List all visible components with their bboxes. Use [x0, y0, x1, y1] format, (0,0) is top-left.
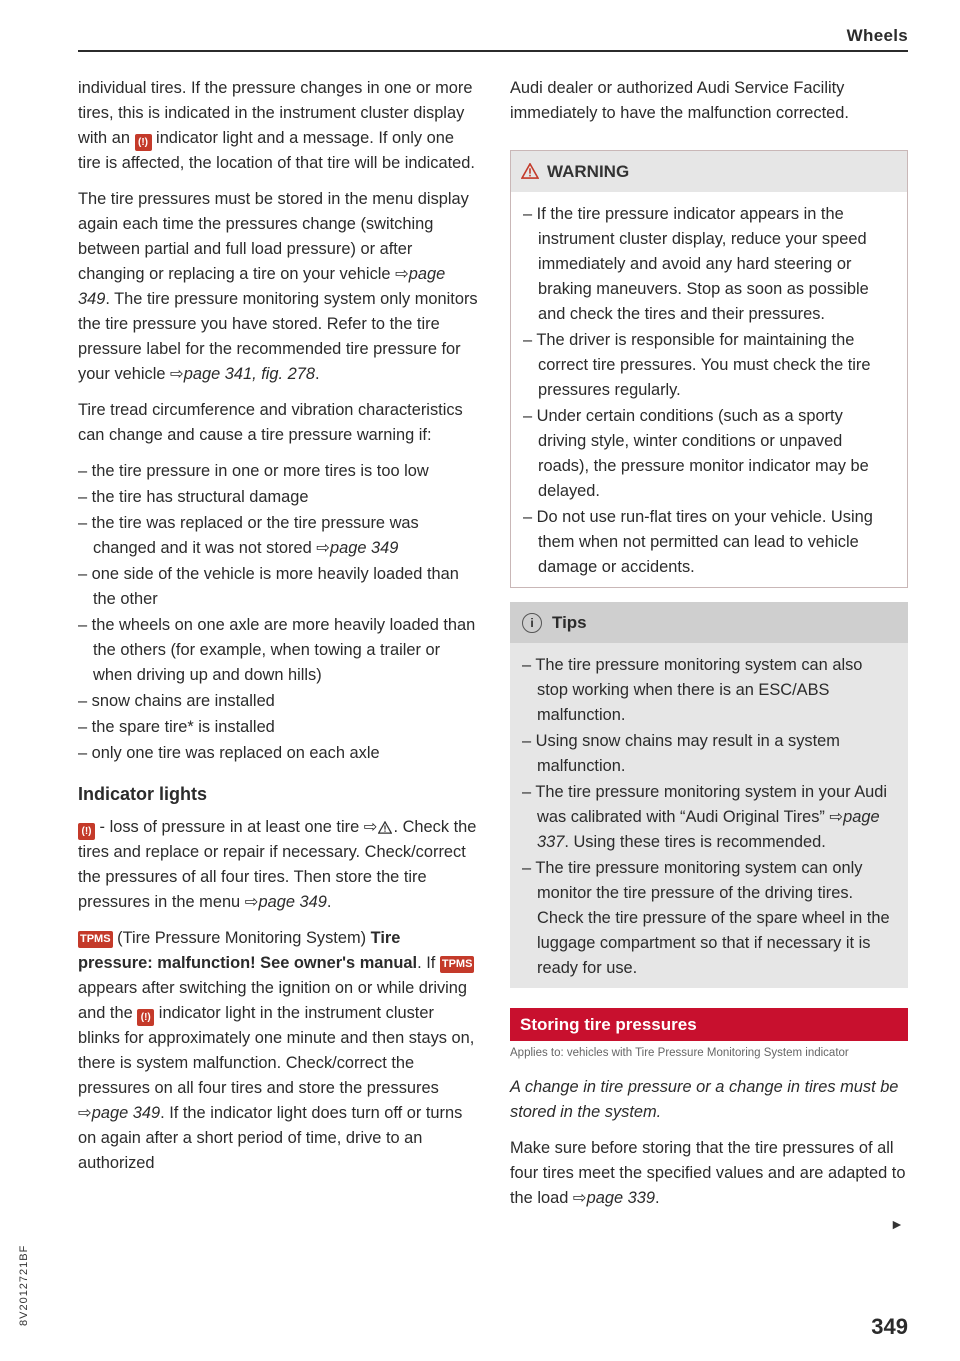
- warning-title: WARNING: [547, 162, 630, 181]
- list-item: – If the tire pressure indicator appears in the instrument cluster display, reduce your speed immediately and avoid any hard steering or braking maneuvers. Stop as soon as possible and check the tires and their pressures.: [523, 202, 895, 327]
- header-rule: [78, 50, 908, 52]
- list-item: – Using snow chains may result in a system malfunction.: [522, 729, 896, 779]
- list-item: – only one tire was replaced on each axle: [78, 741, 478, 766]
- tips-header: [510, 602, 908, 643]
- paragraph-indicator-loss: (!) - loss of pressure in at least one tire ⇨ . Check the tires and replace or repair if necessary. Check/correct the pressures of all four tires. Then store the tire pressures in the menu ⇨page 349.: [78, 818, 477, 911]
- page-number: 349: [871, 1314, 908, 1339]
- list-item: – the wheels on one axle are more heavily loaded than the others (for example, when towing a trailer or when driving up and down hills): [78, 613, 478, 688]
- tips-body: [510, 643, 908, 988]
- paragraph-tread: Tire tread circumference and vibration characteristics can change and cause a tire pressure warning if:: [78, 401, 463, 444]
- tire-pressure-indicator-icon: (!): [135, 134, 152, 151]
- applies-to-note: Applies to: vehicles with Tire Pressure Monitoring System indicator: [510, 1047, 849, 1059]
- tips-box: [510, 602, 908, 988]
- info-icon: i: [522, 613, 542, 633]
- page-ref-link[interactable]: ⇨page 337: [537, 808, 880, 851]
- page-ref-link[interactable]: ⇨page 349: [316, 539, 399, 557]
- warning-header: [511, 151, 907, 192]
- list-item: – the spare tire* is installed: [78, 715, 478, 740]
- tpms-indicator-icon: TPMS: [440, 956, 475, 973]
- tire-pressure-indicator-icon: (!): [78, 823, 95, 840]
- tire-pressure-indicator-icon: (!): [137, 1009, 154, 1026]
- list-item: – one side of the vehicle is more heavily loaded than the other: [78, 562, 478, 612]
- list-item: – the tire pressure in one or more tires is too low: [78, 459, 478, 484]
- continue-arrow-icon: ►: [890, 1216, 904, 1232]
- list-item: – Do not use run-flat tires on your vehicle. Using them when not permitted can lead to vehicle damage or accidents.: [523, 505, 895, 580]
- warning-triangle-icon: [378, 821, 392, 834]
- page-ref-link[interactable]: ⇨page 341, fig. 278: [170, 365, 315, 383]
- list-item: – The tire pressure monitoring system can also stop working when there is an ESC/ABS malfunction.: [522, 653, 896, 728]
- page-ref-link[interactable]: ⇨page 349: [78, 265, 446, 308]
- right-column: [510, 76, 908, 1222]
- warning-body: [511, 192, 907, 587]
- section-title: Wheels: [846, 26, 908, 45]
- intro-italic: A change in tire pressure or a change in tires must be stored in the system.: [510, 1078, 899, 1121]
- heading-indicator-lights: Indicator lights: [78, 784, 208, 804]
- section-banner: Storing tire pressures: [510, 1008, 908, 1041]
- warning-triangle-icon: [521, 163, 539, 179]
- page-ref-link[interactable]: ⇨page 339: [572, 1189, 655, 1207]
- cause-list: [78, 459, 478, 766]
- list-item: – the tire was replaced or the tire pressure was changed and it was not stored ⇨page 349: [78, 511, 478, 561]
- paragraph-final: Make sure before storing that the tire pressures of all four tires meet the specified values and are adapted to the load ⇨page 339.: [510, 1139, 906, 1207]
- list-item: – The driver is responsible for maintaining the correct tire pressures. You must check the tire pressures regularly.: [523, 328, 895, 403]
- left-column: [78, 76, 478, 1187]
- paragraph-store: The tire pressures must be stored in the menu display again each time the pressures change (switching between partial and full load pressure) or after changing or replacing a tire on your vehicle ⇨page 349. The tire pressure monitoring system only monitors the tire pressure you have stored. Refer to the tire pressure label for the recommended tire pressure for your vehicle ⇨page 341, fig. 278.: [78, 190, 478, 383]
- list-item: – The tire pressure monitoring system in your Audi was calibrated with “Audi Original Tires” ⇨page 337. Using these tires is recommended.: [522, 780, 896, 855]
- document-code: 8V2012721BF: [18, 1244, 30, 1326]
- tips-title: Tips: [552, 613, 587, 632]
- paragraph-indicator-tpms: TPMS (Tire Pressure Monitoring System) Tire pressure: malfunction! See owner's manual. If TPMS appears after switching the ignition on or while driving and the (!) indicator light in the instrument cluster blinks for approximately one minute and then stays on, there is system malfunction. Check/correct the pressures on all four tires and store the pressures ⇨page 349. If the indicator light does turn off or turns on again after a short period of time, drive to an authorized: [78, 929, 475, 1172]
- tpms-indicator-icon: TPMS: [78, 931, 113, 948]
- list-item: – The tire pressure monitoring system can only monitor the tire pressure of the driving tires. Check the tire pressure of the spare wheel in the luggage compartment so that if necessary it is ready for use.: [522, 856, 896, 981]
- paragraph-intro: individual tires. If the pressure changes in one or more tires, this is indicated in the instrument cluster display with an (!) indicator light and a message. If only one tire is affected, the location of that tire will be indicated.: [78, 79, 475, 172]
- paragraph-continued: Audi dealer or authorized Audi Service Facility immediately to have the malfunction corrected.: [510, 79, 849, 122]
- list-item: – snow chains are installed: [78, 689, 478, 714]
- page-ref-link[interactable]: ⇨page 349: [244, 893, 327, 911]
- warning-box: [510, 150, 908, 588]
- list-item: – Under certain conditions (such as a sporty driving style, winter conditions or unpaved roads), the pressure monitor indicator may be delayed.: [523, 404, 895, 504]
- page-ref-link[interactable]: ⇨page 349: [78, 1104, 161, 1122]
- list-item: – the tire has structural damage: [78, 485, 478, 510]
